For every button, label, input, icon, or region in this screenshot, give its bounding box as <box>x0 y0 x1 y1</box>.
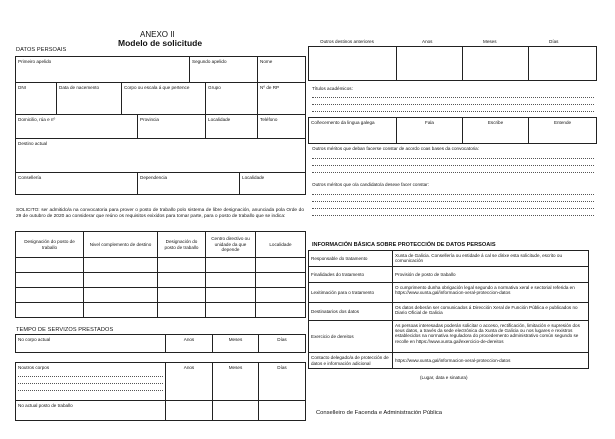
posts-cell[interactable] <box>256 288 306 303</box>
years-label: Anos <box>422 39 433 44</box>
privacy-value: Os datos deberán ser comunicados á Dirección Xeral de Función Pública e publicados no Diario Oficial de Galicia <box>393 303 589 321</box>
posts-cell[interactable] <box>158 273 206 288</box>
posts-cell[interactable] <box>84 258 158 273</box>
posts-cell[interactable] <box>256 303 306 318</box>
corps-field[interactable]: Corpo ou escala á que pertence <box>122 83 206 115</box>
posts-cell[interactable] <box>84 288 158 303</box>
posts-cell[interactable] <box>84 303 158 318</box>
degrees-line[interactable] <box>312 111 594 112</box>
col-directive-center: Centro directivo ou unidade da que depende <box>206 232 256 258</box>
privacy-section-title: INFORMACIÓN BÁSICA SOBRE PROTECCIÓN DE DATOS PERSOAIS <box>312 242 496 248</box>
department-field[interactable]: Consellería <box>16 173 138 195</box>
post-locality-field[interactable]: Localidade <box>240 173 306 195</box>
phone-field[interactable]: Teléfono <box>258 115 306 139</box>
privacy-value: O cumprimento dunha obrigación legal segundo a normativa xeral e sectorial referida en https://www.xunta.gal/informacion-xeral-proteccion-datos <box>393 283 589 303</box>
service-other-table <box>15 362 306 421</box>
previous-posts-cell[interactable] <box>529 47 597 81</box>
service-current-table <box>15 334 306 353</box>
addressee: Conselleiro de Facenda e Administración Pública <box>316 410 442 416</box>
candidate-merits-line[interactable] <box>312 215 594 216</box>
privacy-value: Provisión de posto de traballo <box>393 267 589 283</box>
days-label: Días <box>259 335 306 353</box>
posts-cell[interactable] <box>206 258 256 273</box>
candidate-merits-line[interactable] <box>312 208 594 209</box>
dni-field[interactable]: DNI <box>16 83 57 115</box>
col-post-designation-2: Designación do posto de traballo <box>158 232 206 258</box>
signature-label: (Lugar, data e sinatura) <box>420 375 468 380</box>
years-cell[interactable] <box>166 401 213 421</box>
personal-data-table <box>15 56 306 195</box>
merits-line[interactable] <box>312 165 594 166</box>
posts-cell[interactable] <box>16 288 84 303</box>
posts-cell[interactable] <box>206 303 256 318</box>
degrees-line[interactable] <box>312 104 594 105</box>
degrees-label: Títulos académicos: <box>312 86 353 91</box>
current-post-field[interactable]: Destino actual <box>16 139 306 173</box>
col-destination-level: Nivel complemento de destino <box>84 232 158 258</box>
posts-cell[interactable] <box>16 258 84 273</box>
previous-posts-cell[interactable] <box>397 47 463 81</box>
years-label: Anos <box>166 363 213 401</box>
posts-cell[interactable] <box>158 303 206 318</box>
posts-cell[interactable] <box>84 273 158 288</box>
first-surname-field[interactable]: Primeiro apelido <box>16 57 190 83</box>
merits-line[interactable] <box>312 172 594 173</box>
previous-posts-cell[interactable] <box>309 47 397 81</box>
posts-cell[interactable] <box>158 288 206 303</box>
personal-section-title: DATOS PERSOAIS <box>16 47 67 53</box>
galician-label: Coñecemento da lingua galega <box>309 118 397 144</box>
privacy-label: Finalidades do tratamento <box>309 267 393 283</box>
galician-table <box>308 117 597 144</box>
months-label: Meses <box>483 39 497 44</box>
current-corps-label: No corpo actual <box>16 335 166 353</box>
posts-cell[interactable] <box>16 273 84 288</box>
name-field[interactable]: Nome <box>258 57 306 83</box>
years-label: Anos <box>166 335 213 353</box>
privacy-label: Exercicio de dereitos <box>309 321 393 353</box>
posts-cell[interactable] <box>158 258 206 273</box>
group-field[interactable]: Grupo <box>206 83 258 115</box>
privacy-value: https://www.xunta.gal/informacion-xeral-proteccion-datos <box>393 353 589 369</box>
privacy-value: Xunta de Galicia. Consellería ou entidade á cal se dirixe esta solicitude, escrito ou comunicación <box>393 251 589 267</box>
candidate-merits-line[interactable] <box>312 201 594 202</box>
posts-cell[interactable] <box>16 303 84 318</box>
dependency-field[interactable]: Dependencia <box>138 173 240 195</box>
other-merits-candidate-label: Outros méritos que o/a candidato/a desexe facer constar: <box>312 182 429 187</box>
service-time-section-title: TEMPO DE SERVIZOS PRESTADOS <box>16 327 114 333</box>
annex-label: ANEXO II <box>140 30 175 39</box>
posts-table <box>15 231 306 318</box>
merits-line[interactable] <box>312 158 594 159</box>
speak-label[interactable]: Fala <box>397 118 463 144</box>
request-text: SOLICITO: ser admitido/a na convocatoria para prover o posto de traballo polo sistema de libre designación, anunciada pola Orde do 29 de outubro de 2020 ao considerar que reúno os requisitos exixidos para tomar parte, para o posto de traballo que se indica: <box>16 208 304 219</box>
previous-posts-label: Outros destinos anteriores <box>320 39 374 44</box>
form-title: Modelo de solicitude <box>118 38 203 48</box>
days-label: Días <box>549 39 559 44</box>
address-field[interactable]: Domicilio, rúa e nº <box>16 115 138 139</box>
months-label: Meses <box>213 363 259 401</box>
previous-posts-cell[interactable] <box>463 47 529 81</box>
days-label: Días <box>259 363 306 401</box>
previous-posts-table <box>308 46 597 81</box>
current-post-time-field[interactable]: No actual posto de traballo <box>16 401 166 421</box>
birth-date-field[interactable]: Data de nacemento <box>57 83 122 115</box>
months-label: Meses <box>213 335 259 353</box>
months-cell[interactable] <box>213 401 259 421</box>
privacy-label: Contacto delegado/a de protección de datos e información adicional <box>309 353 393 369</box>
col-locality: Localidade <box>256 232 306 258</box>
days-cell[interactable] <box>259 401 306 421</box>
col-post-designation: Designación do posto de traballo <box>16 232 84 258</box>
posts-cell[interactable] <box>256 273 306 288</box>
posts-cell[interactable] <box>206 288 256 303</box>
posts-cell[interactable] <box>206 273 256 288</box>
other-merits-base-label: Outros méritos que deban facerse constar de acordo coas bases da convocatoria: <box>312 146 480 151</box>
privacy-label: Lexitimación para o tratamento <box>309 283 393 303</box>
posts-cell[interactable] <box>256 258 306 273</box>
privacy-label: Destinatarios dos datos <box>309 303 393 321</box>
other-corps-field[interactable]: Noutros corpos <box>16 363 166 401</box>
privacy-table <box>308 250 589 369</box>
understand-label[interactable]: Entende <box>529 118 597 144</box>
province-field[interactable]: Provincia <box>138 115 206 139</box>
degrees-line[interactable] <box>312 97 594 98</box>
nrp-field[interactable]: Nº de RP <box>258 83 306 115</box>
locality-field[interactable]: Localidade <box>206 115 258 139</box>
candidate-merits-line[interactable] <box>312 194 594 195</box>
privacy-value: As persoas interesadas poderán solicitar o acceso, rectificación, limitación e supresión dos seus datos, a través da sede electrónica da Xunta de Galicia ou nos lugares e rexistros establecidos na normativa reguladora do procedemento administrativo común segundo se recolle en https://www.xunta.gal/exercicio-de-dereitos <box>393 321 589 353</box>
write-label[interactable]: Escribe <box>463 118 529 144</box>
privacy-label: Responsable do tratamento <box>309 251 393 267</box>
second-surname-field[interactable]: Segundo apelido <box>190 57 258 83</box>
